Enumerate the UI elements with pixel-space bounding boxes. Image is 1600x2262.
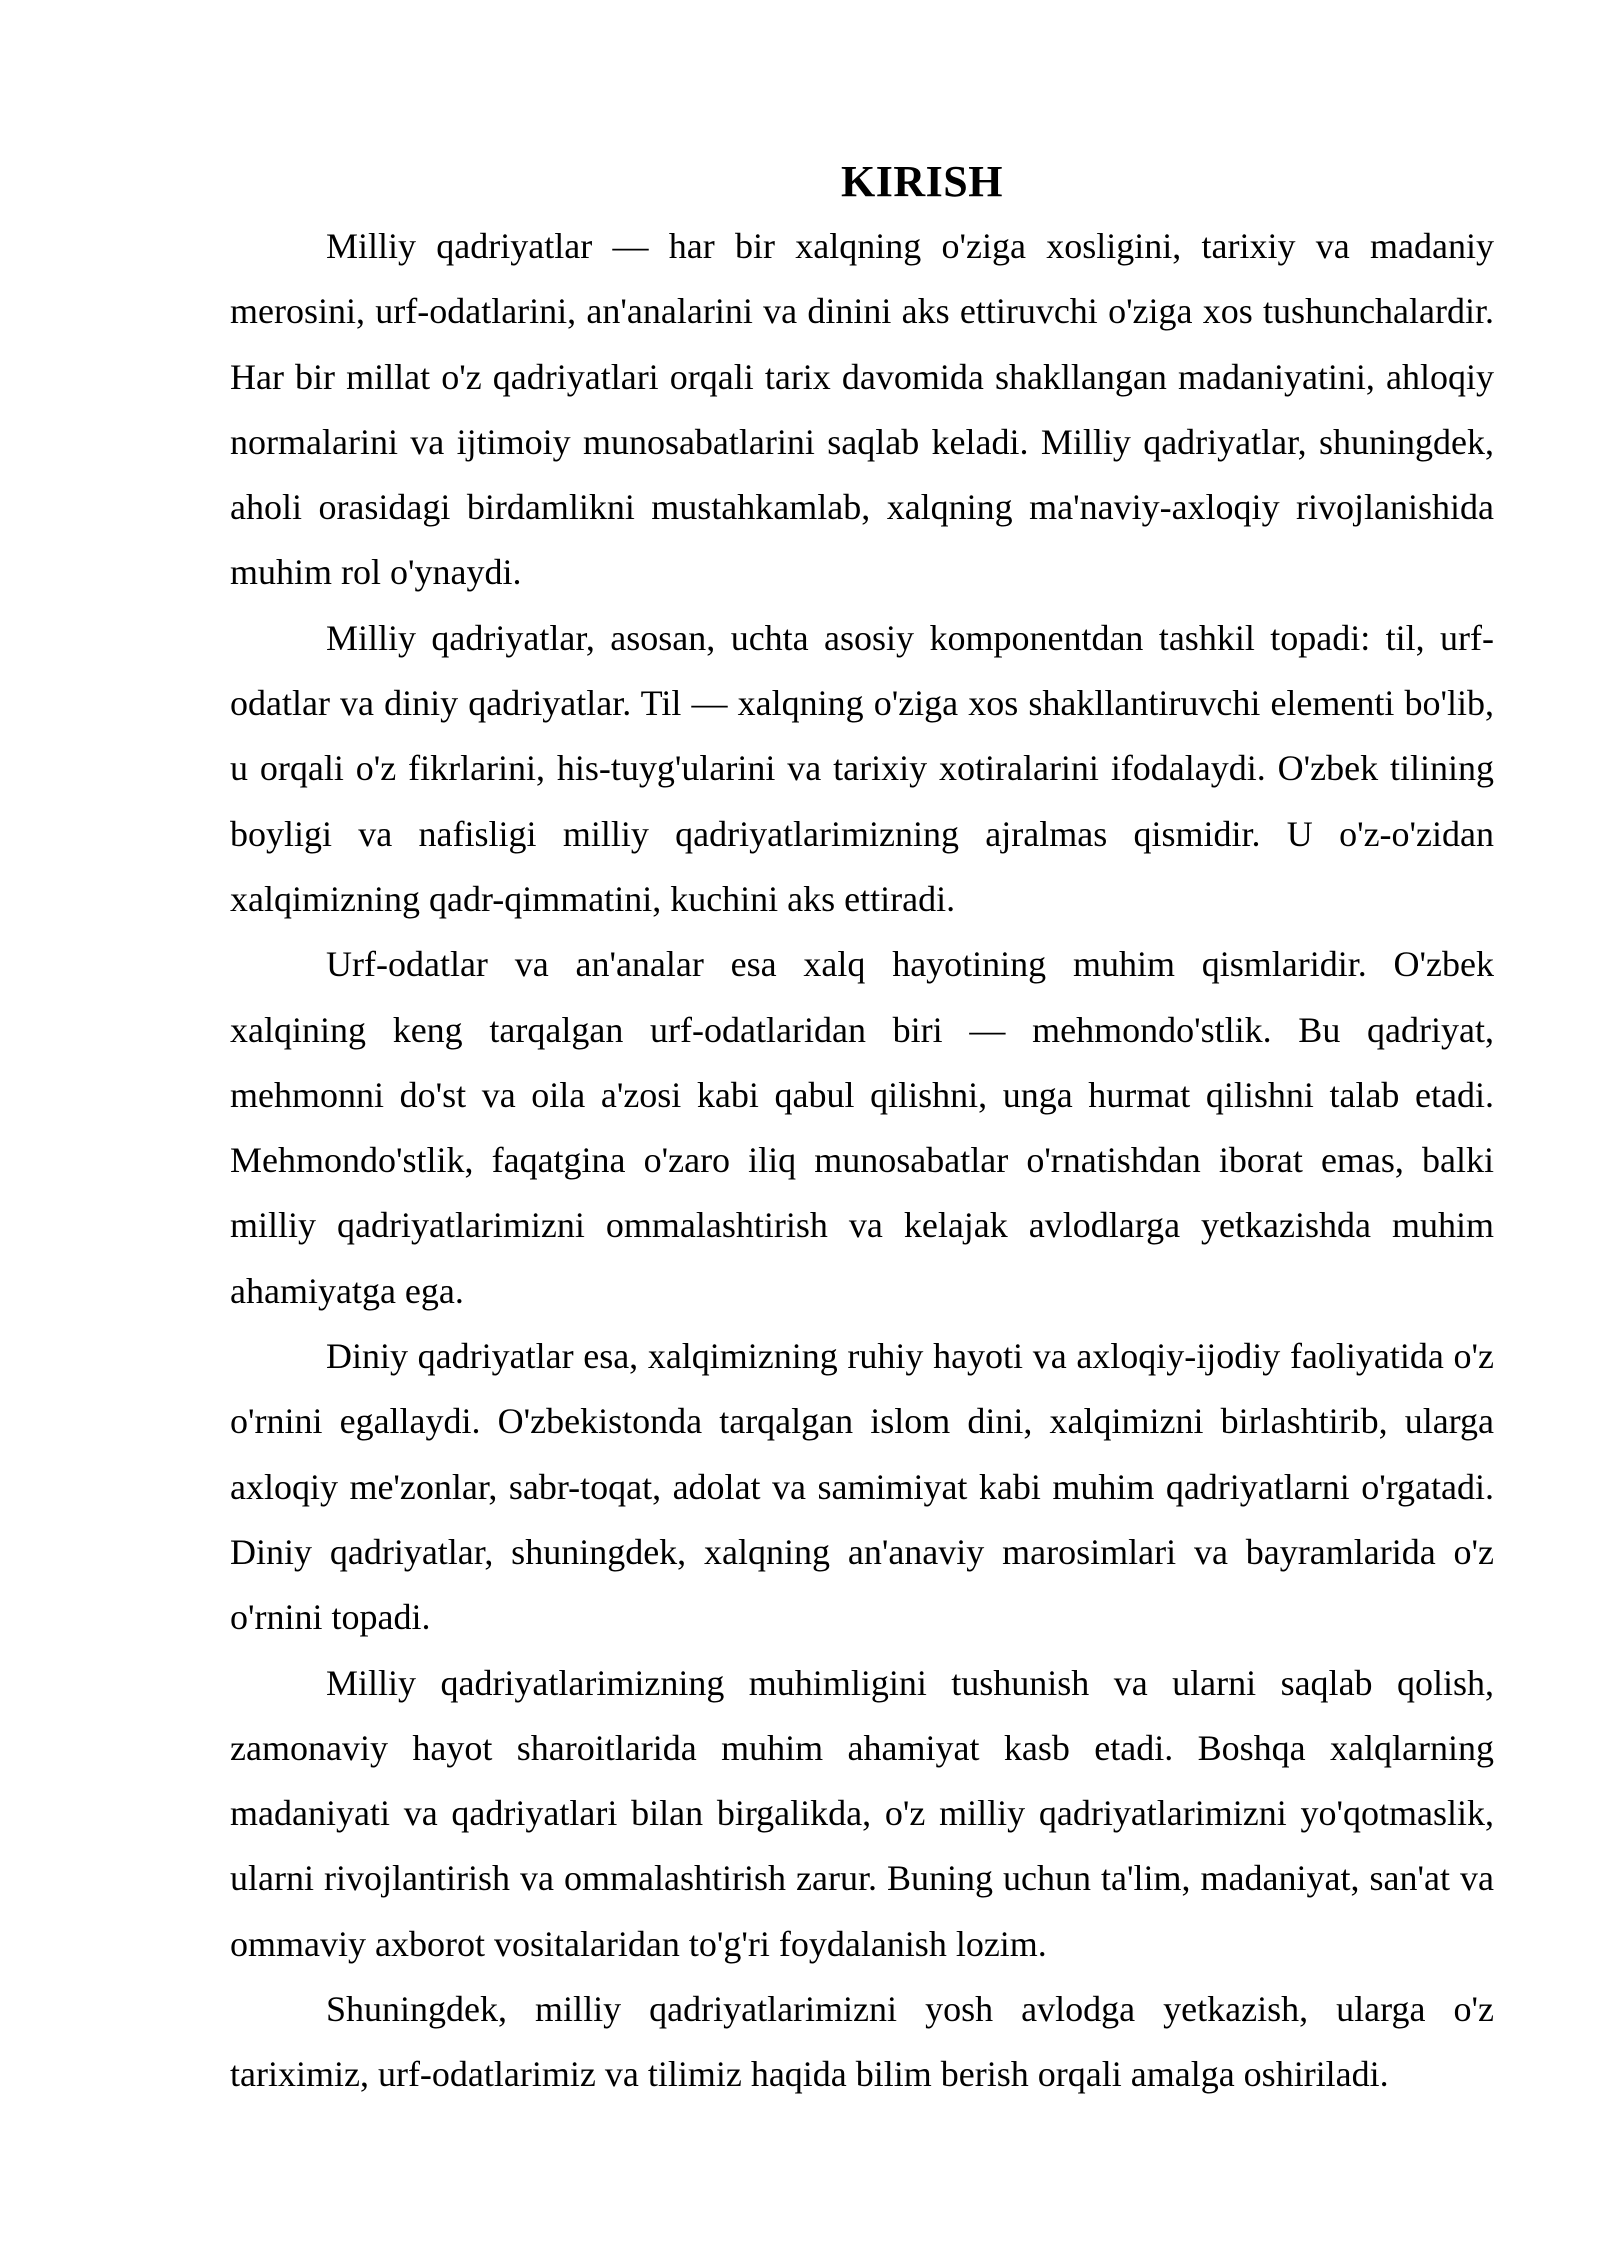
paragraph-4: Diniy qadriyatlar esa, xalqimizning ruhiy hayoti va axloqiy-ijodiy faoliyatida o'z o'rnini egallaydi. O'zbekistonda tarqalgan islom dini, xalqimizni birlashtirib, ularga axloqiy me'zonlar, sabr-toqat, adolat va samimiyat kabi muhim qadriyatlarni o'rgatadi. Diniy qadriyatlar, shuningdek, xalqning an'anaviy marosimlari va bayramlarida o'z o'rnini topadi. — [230, 1336, 1494, 1638]
paragraph-6: Shuningdek, milliy qadriyatlarimizni yosh avlodga yetkazish, ularga o'z tariximiz, urf-odatlarimiz va tilimiz haqida bilim berish orqali amalga oshiriladi. — [230, 1989, 1494, 2095]
page-title: KIRISH — [841, 157, 1003, 206]
paragraph-2: Milliy qadriyatlar, asosan, uchta asosiy komponentdan tashkil topadi: til, urf-odatlar va diniy qadriyatlar. Til — xalqning o'ziga xos shakllantiruvchi elementi bo'lib, u orqali o'z fikrlarini, his-tuyg'ularini va tarixiy xotiralarini ifodalaydi. O'zbek tilining boyligi va nafisligi milliy qadriyatlarimizning ajralmas qismidir. U o'z-o'zidan xalqimizning qadr-qimmatini, kuchini aks ettiradi. — [230, 617, 1494, 919]
paragraph-1: Milliy qadriyatlar — har bir xalqning o'ziga xosligini, tarixiy va madaniy merosini, urf-odatlarini, an'analarini va dinini aks ettiruvchi o'ziga xos tushunchalardir. Har bir millat o'z qadriyatlari orqali tarix davomida shakllangan madaniyatini, ahloqiy normalarini va ijtimoiy munosabatlarini saqlab keladi. Milliy qadriyatlar, shuningdek, aholi orasidagi birdamlikni mustahkamlab, xalqning ma'naviy-axloqiy rivojlanishida muhim rol o'ynaydi. — [230, 226, 1494, 593]
paragraph-3: Urf-odatlar va an'analar esa xalq hayotining muhim qismlaridir. O'zbek xalqining keng tarqalgan urf-odatlaridan biri — mehmondo'stlik. Bu qadriyat, mehmonni do'st va oila a'zosi kabi qabul qilishni, unga hurmat qilishni talab etadi. Mehmondo'stlik, faqatgina o'zaro iliq munosabatlar o'rnatishdan iborat emas, balki milliy qadriyatlarimizni ommalashtirish va kelajak avlodlarga yetkazishda muhim ahamiyatga ega. — [230, 944, 1494, 1311]
paragraph-5: Milliy qadriyatlarimizning muhimligini tushunish va ularni saqlab qolish, zamonaviy hayot sharoitlarida muhim ahamiyat kasb etadi. Boshqa xalqlarning madaniyati va qadriyatlari bilan birgalikda, o'z milliy qadriyatlarimizni yo'qotmaslik, ularni rivojlantirish va ommalashtirish zarur. Buning uchun ta'lim, madaniyat, san'at va ommaviy axborot vositalaridan to'g'ri foydalanish lozim. — [230, 1662, 1494, 1964]
document-body — [230, 150, 1494, 2108]
